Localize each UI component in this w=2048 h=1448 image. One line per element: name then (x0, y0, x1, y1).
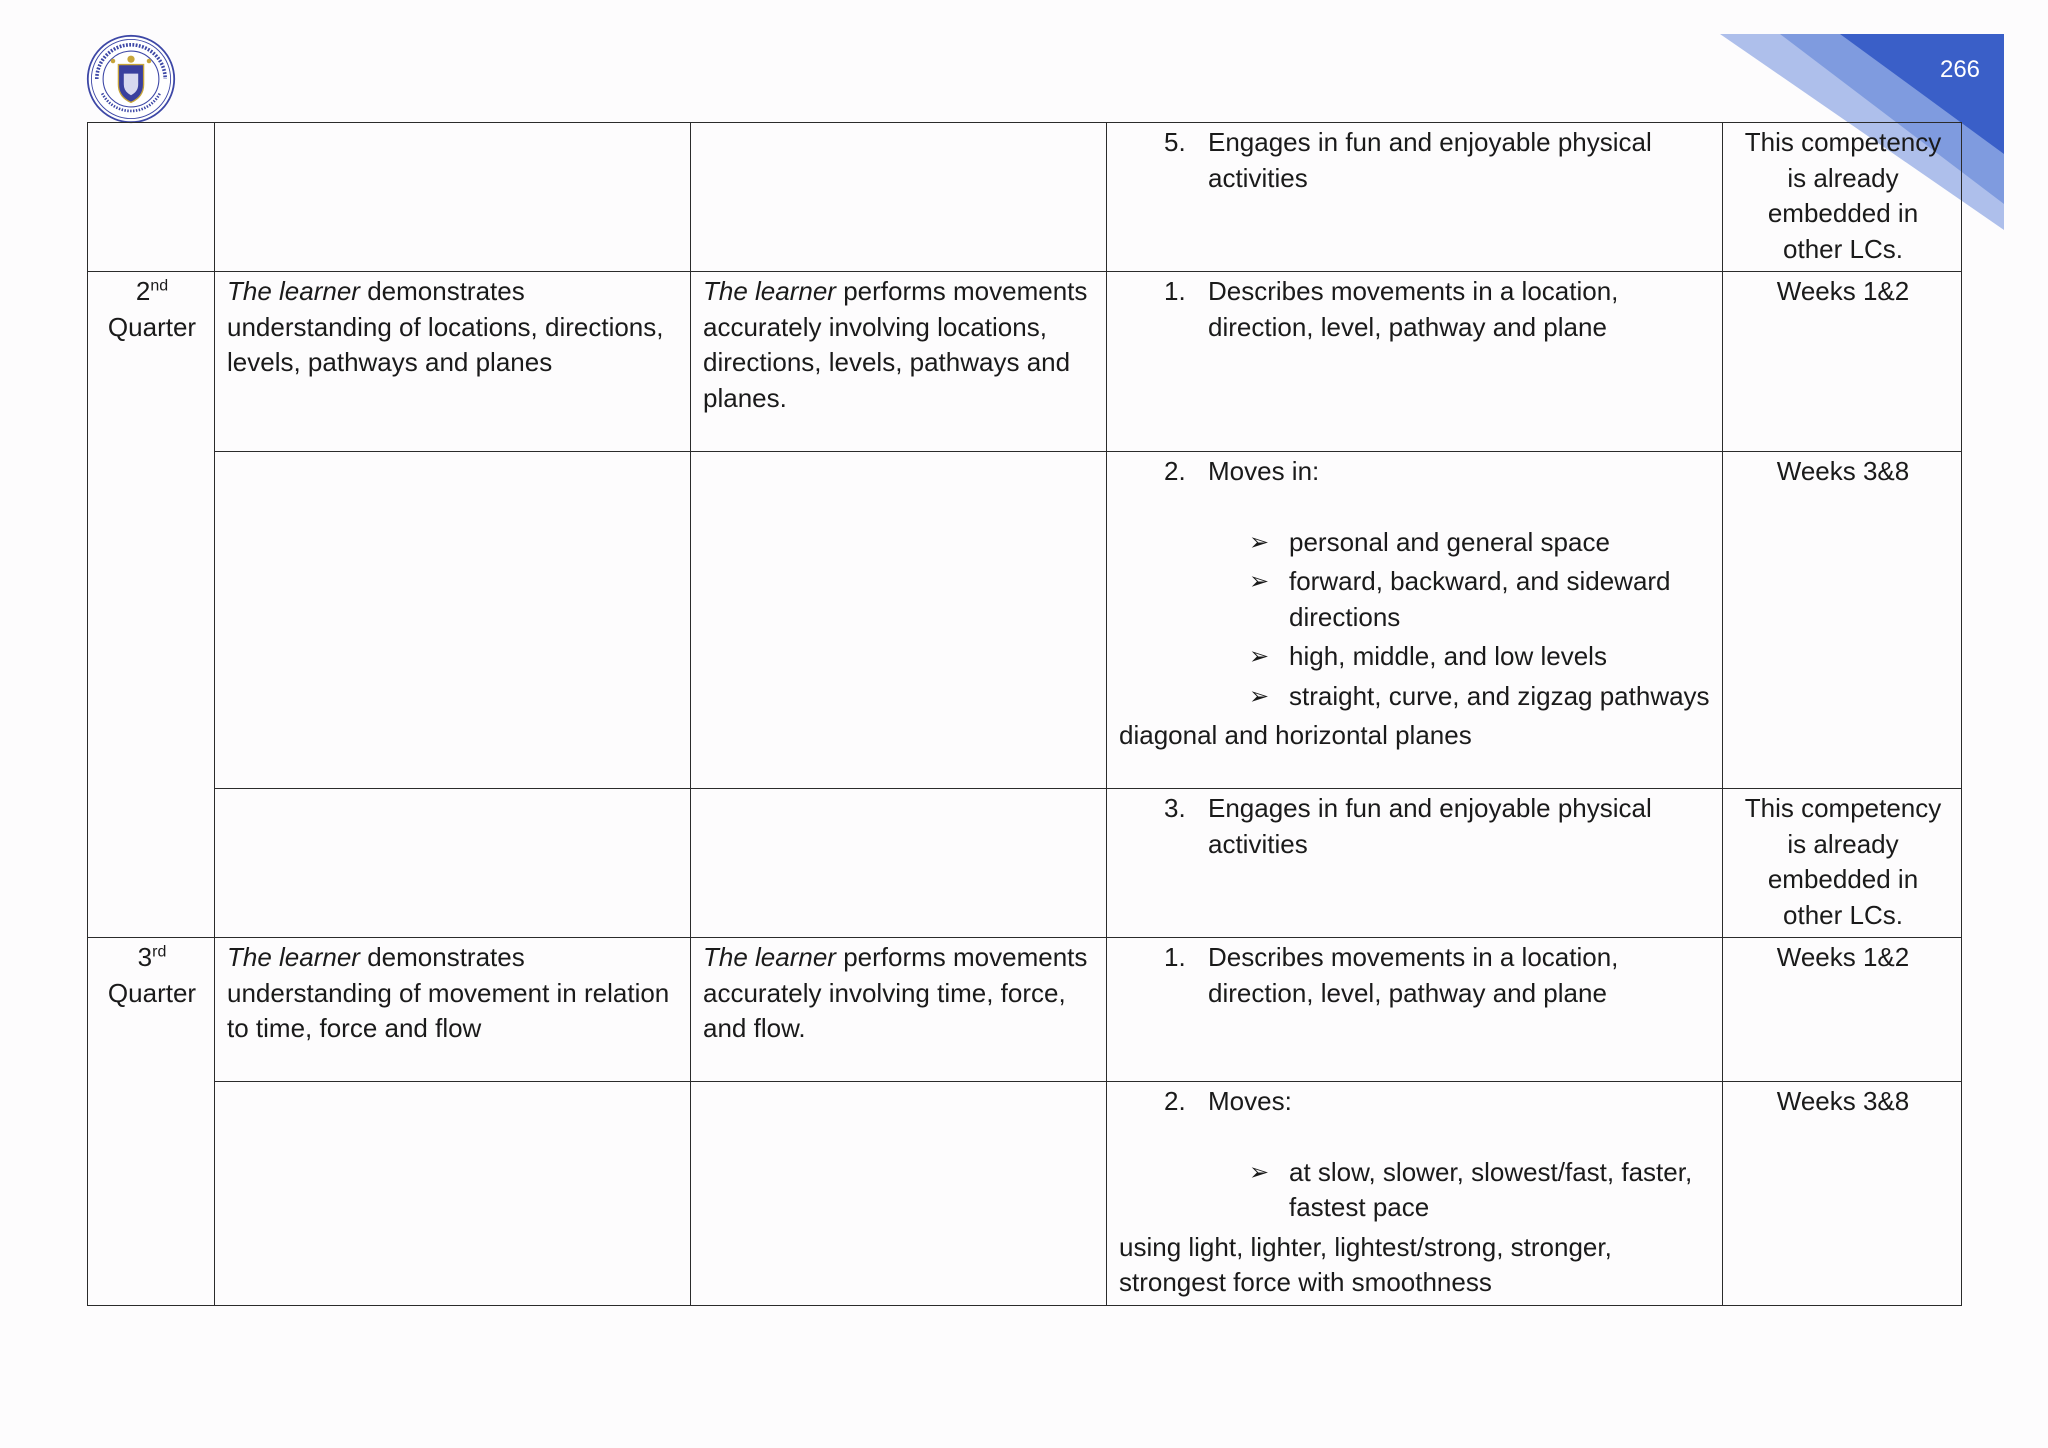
deped-seal-logo (86, 34, 176, 124)
duration-cell: Weeks 1&2 (1723, 272, 1962, 452)
arrow-bullet-icon: ➢ (1249, 528, 1270, 556)
bullet-list (1119, 525, 1712, 715)
performance-standard-cell: The learner performs movements accurately involving time, force, and flow. (691, 938, 1107, 1082)
duration-cell: Weeks 3&8 (1723, 1082, 1962, 1306)
competency-cell (1107, 1082, 1723, 1306)
content-standard-cell (215, 123, 691, 272)
trailing-text: diagonal and horizontal planes (1119, 720, 1472, 750)
competency-item: 1. Describes movements in a location, direction, level, pathway and plane (1164, 276, 1619, 342)
duration-cell: Weeks 1&2 (1723, 938, 1962, 1082)
content-standard-cell (215, 452, 691, 789)
performance-standard-cell (691, 452, 1107, 789)
quarter-cell (88, 123, 215, 272)
quarter-word: Quarter (107, 977, 197, 1008)
list-item: ➢ personal and general space (1249, 525, 1712, 561)
bullet-list (1119, 1155, 1712, 1226)
content-standard-cell: The learner demonstrates understanding of movement in relation to time, force and flow (215, 938, 691, 1082)
duration-cell: Weeks 3&8 (1723, 452, 1962, 789)
arrow-bullet-icon: ➢ (1249, 682, 1270, 710)
list-item: ➢ high, middle, and low levels (1249, 639, 1712, 675)
performance-standard-cell (691, 1082, 1107, 1306)
performance-standard-cell (691, 123, 1107, 272)
arrow-bullet-icon: ➢ (1249, 568, 1270, 595)
list-item: ➢ straight, curve, and zigzag pathways (1249, 679, 1712, 715)
trailing-text: using light, lighter, lightest/strong, stronger, strongest force with smoothness (1119, 1231, 1612, 1297)
table-row (88, 789, 1962, 938)
content-standard-cell (215, 789, 691, 938)
curriculum-table (87, 122, 1962, 1306)
quarter-suffix: rd (152, 943, 167, 961)
table-row (88, 272, 1962, 452)
page-number: 266 (1939, 56, 1981, 83)
quarter-word: Quarter (107, 311, 197, 342)
competency-item: 2. Moves: (1164, 1086, 1292, 1116)
quarter-number: 3 (137, 942, 153, 972)
quarter-label-cell (88, 272, 215, 938)
arrow-bullet-icon: ➢ (1249, 643, 1270, 670)
duration-cell: This competency is already embedded in other LCs. (1723, 789, 1962, 938)
content-standard-cell: The learner demonstrates understanding of locations, directions, levels, pathways and planes (215, 272, 691, 452)
table-row (88, 1082, 1962, 1306)
table-row (88, 123, 1962, 272)
performance-standard-cell: The learner performs movements accurately involving locations, directions, levels, pathways and planes. (691, 272, 1107, 452)
competency-cell (1107, 123, 1723, 272)
competency-item: 2. Moves in: (1164, 456, 1320, 486)
competency-item: 3. Engages in fun and enjoyable physical activities (1164, 793, 1652, 859)
quarter-suffix: nd (150, 277, 169, 295)
competency-cell (1107, 272, 1723, 452)
list-item: ➢ at slow, slower, slowest/fast, faster, fastest pace (1249, 1155, 1712, 1226)
arrow-bullet-icon: ➢ (1249, 1158, 1270, 1186)
table-row (88, 452, 1962, 789)
competency-item: 1. Describes movements in a location, direction, level, pathway and plane (1164, 942, 1619, 1008)
competency-cell (1107, 452, 1723, 789)
list-item: ➢ forward, backward, and sideward directions (1249, 564, 1712, 635)
competency-cell (1107, 938, 1723, 1082)
performance-standard-cell (691, 789, 1107, 938)
quarter-number: 2 (135, 276, 151, 306)
table-row (88, 938, 1962, 1082)
competency-item: 5. Engages in fun and enjoyable physical activities (1164, 127, 1652, 193)
competency-cell (1107, 789, 1723, 938)
quarter-label-cell (88, 938, 215, 1306)
content-standard-cell (215, 1082, 691, 1306)
duration-cell: This competency is already embedded in other LCs. (1723, 123, 1962, 272)
